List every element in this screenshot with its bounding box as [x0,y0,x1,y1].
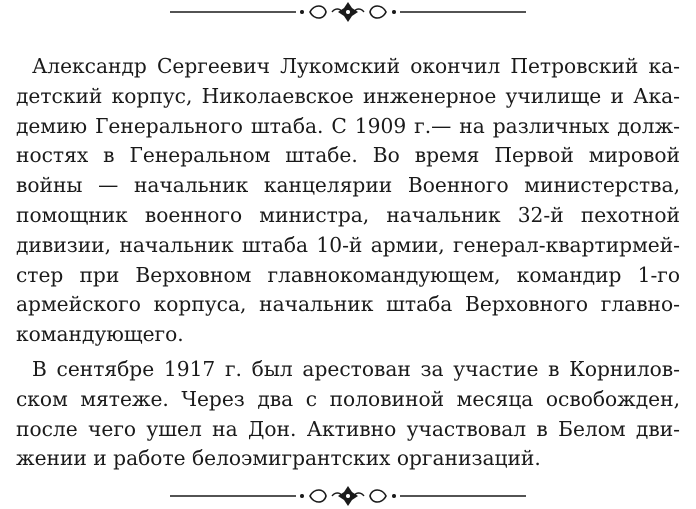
text-line: командующего. [16,322,184,347]
text-line: армейского корпуса, начальник штаба Верховного главно- [16,292,680,317]
top-ornament-divider [170,0,526,24]
fleuron-divider-icon [170,484,526,508]
text-line: стер при Верховном главнокомандующем, командир 1-го [16,262,680,287]
text-line: демию Генерального штаба. С 1909 г.— на различных долж- [16,113,680,138]
text-line: войны — начальник канцелярии Военного министерства, [16,173,680,198]
text-line: Александр Сергеевич Лукомский окончил Петровский ка- [32,54,680,78]
text-line: жении и работе белоэмигрантских организаций. [16,446,541,471]
fleuron-divider-icon [170,0,526,24]
article-text [16,52,680,474]
text-line: после чего ушел на Дон. Активно участвовал в Белом дви- [16,416,680,441]
paragraph-1 [16,52,680,350]
text-line: ском мятеже. Через два с половиной месяца освобожден, [16,386,680,411]
text-line: В сентябре 1917 г. был арестован за участие в Корнилов- [32,356,680,381]
text-line: помощник военного министра, начальник 32-й пехотной [16,202,680,227]
text-line: дивизии, начальник штаба 10-й армии, генерал-квартирмей- [16,232,680,257]
paragraph-2 [16,355,680,474]
text-line: детский корпус, Николаевское инженерное училище и Ака- [16,83,680,108]
text-line: ностях в Генеральном штабе. Во время Первой мировой [16,143,680,168]
bottom-ornament-divider [170,484,526,508]
